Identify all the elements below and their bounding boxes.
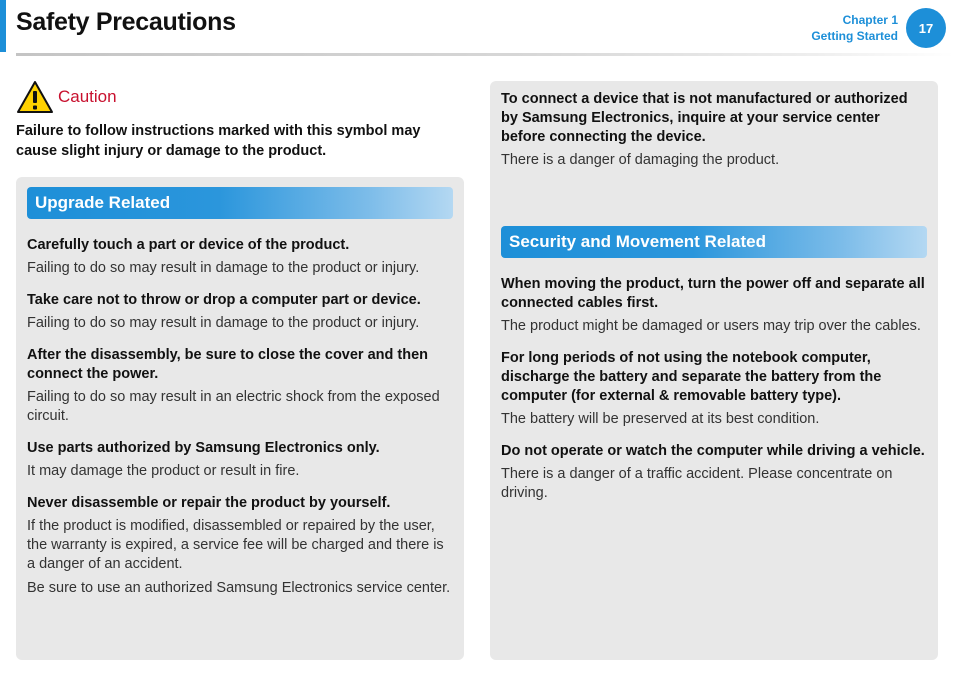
item-heading: When moving the product, turn the power off and separate all connected cables first. bbox=[501, 276, 925, 311]
item-heading: For long periods of not using the notebook computer, discharge the battery and separate the battery from the computer (for external & removable battery type). bbox=[501, 350, 882, 404]
page-title: Safety Precautions bbox=[16, 8, 236, 36]
upgrade-panel bbox=[16, 177, 464, 660]
item-body: It may damage the product or result in fire. bbox=[27, 463, 300, 479]
item-heading: Use parts authorized by Samsung Electronics only. bbox=[27, 440, 380, 456]
list-item bbox=[501, 442, 927, 503]
upgrade-section-title: Upgrade Related bbox=[27, 187, 453, 219]
list-item bbox=[27, 494, 453, 598]
item-extra-note: Be sure to use an authorized Samsung Electronics service center. bbox=[27, 580, 451, 596]
caution-label: Caution bbox=[58, 87, 117, 106]
header-divider bbox=[16, 53, 954, 56]
page-number-badge: 17 bbox=[906, 8, 946, 48]
item-body: The product might be damaged or users may trip over the cables. bbox=[501, 318, 921, 334]
list-item bbox=[501, 275, 927, 336]
chapter-name: Getting Started bbox=[811, 29, 898, 43]
item-heading: To connect a device that is not manufactured or authorized by Samsung Electronics, inquire at your service center before connecting the device. bbox=[501, 91, 908, 145]
item-heading: Carefully touch a part or device of the product. bbox=[27, 237, 350, 253]
list-item bbox=[27, 291, 453, 333]
security-section-title: Security and Movement Related bbox=[501, 226, 927, 258]
item-body: The battery will be preserved at its best condition. bbox=[501, 411, 820, 427]
item-heading: Do not operate or watch the computer while driving a vehicle. bbox=[501, 443, 925, 459]
item-heading: After the disassembly, be sure to close the cover and then connect the power. bbox=[27, 347, 429, 382]
item-body: There is a danger of a traffic accident. Please concentrate on driving. bbox=[501, 466, 893, 501]
list-item bbox=[501, 349, 927, 429]
item-body: Failing to do so may result in damage to the product or injury. bbox=[27, 260, 420, 276]
list-item bbox=[27, 346, 453, 426]
chapter-label: Chapter 1 bbox=[842, 13, 898, 27]
item-body: Failing to do so may result in damage to the product or injury. bbox=[27, 315, 420, 331]
right-panel bbox=[490, 81, 938, 660]
item-body: If the product is modified, disassembled or repaired by the user, the warranty is expired, a service fee will be charged and there is a danger of an accident. bbox=[27, 518, 444, 572]
item-heading: Never disassemble or repair the product by yourself. bbox=[27, 495, 391, 511]
chapter-info bbox=[811, 12, 898, 44]
item-heading: Take care not to throw or drop a computer part or device. bbox=[27, 292, 421, 308]
list-item bbox=[27, 439, 453, 481]
item-body: There is a danger of damaging the product. bbox=[501, 152, 780, 168]
connect-item bbox=[501, 90, 927, 170]
list-item bbox=[27, 236, 453, 278]
caution-description: Failure to follow instructions marked with this symbol may cause slight injury or damage to the product. bbox=[16, 123, 421, 159]
header-accent-bar bbox=[0, 0, 6, 52]
item-body: Failing to do so may result in an electric shock from the exposed circuit. bbox=[27, 389, 440, 424]
warning-triangle-icon bbox=[16, 80, 54, 114]
caution-heading bbox=[16, 80, 117, 114]
